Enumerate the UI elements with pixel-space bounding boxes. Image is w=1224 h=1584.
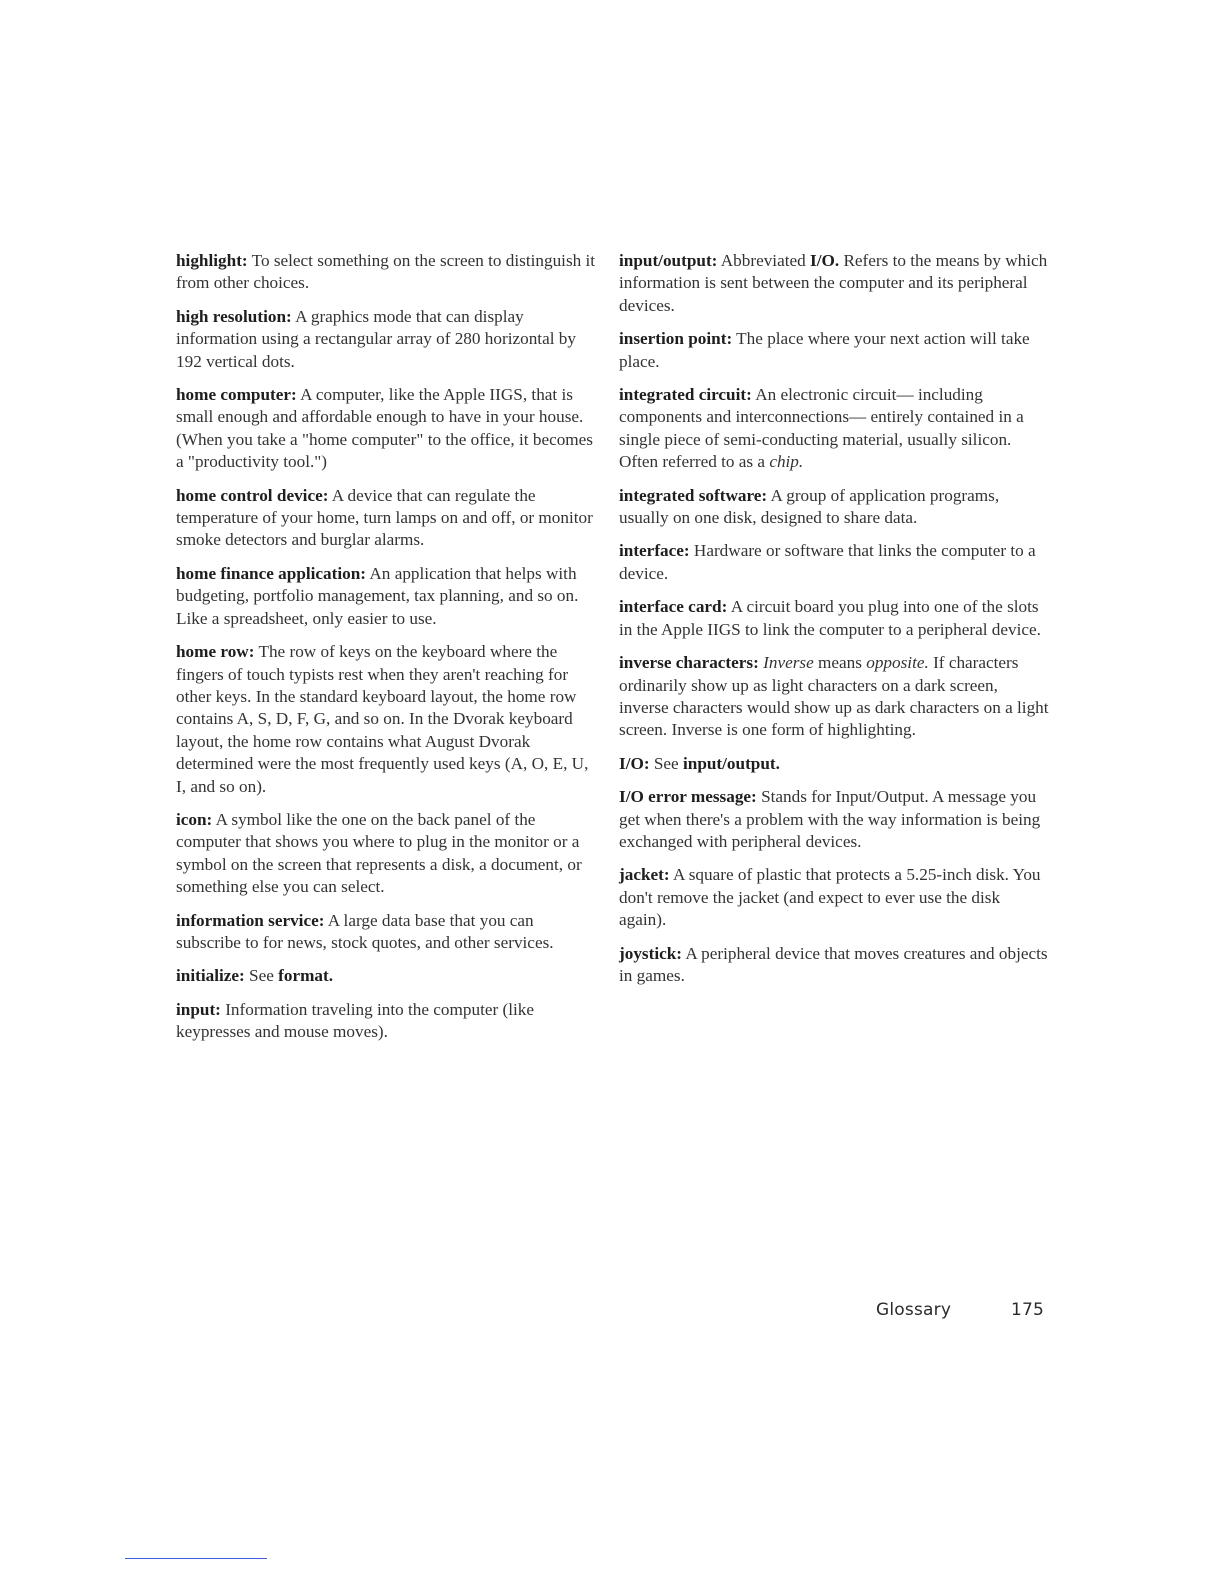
- glossary-definition: A large data base that you can subscribe to for news, stock quotes, and other services.: [176, 910, 554, 952]
- glossary-definition: A device that can regulate the temperature of your home, turn lamps on and off, or monitor smoke detectors and burglar alarms.: [176, 485, 593, 550]
- glossary-entry-home-finance-application: [176, 563, 601, 630]
- glossary-entry-high-resolution: [176, 306, 601, 373]
- glossary-term: highlight:: [176, 251, 248, 270]
- glossary-definition: A graphics mode that can display information using a rectangular array of 280 horizontal by 192 vertical dots.: [176, 306, 576, 371]
- glossary-definition: A circuit board you plug into one of the slots in the Apple IIGS to link the computer to a peripheral device.: [619, 597, 1041, 639]
- glossary-term: home control device:: [176, 485, 329, 505]
- cross-reference: input/output.: [682, 753, 780, 773]
- definition-part: If characters ordinarily show up as light characters on a dark screen, inverse characters would show up as dark characters on a light screen. Inverse is one form of highlighting.: [619, 653, 1049, 740]
- glossary-definition: A group of application programs, usually on one disk, designed to share data.: [619, 485, 1000, 528]
- glossary-entry-io: [619, 753, 1049, 775]
- glossary-definition: A square of plastic that protects a 5.25-inch disk. You don't remove the jacket (and expect to ever use the disk again).: [619, 865, 1041, 930]
- glossary-entry-input-output: [619, 250, 1049, 317]
- glossary-entry-home-computer: [176, 384, 601, 474]
- glossary-definition: A peripheral device that moves creatures and objects in games.: [619, 943, 1048, 985]
- italic-term: chip.: [769, 452, 804, 472]
- glossary-term: initialize:: [176, 966, 245, 986]
- glossary-entry-integrated-software: [619, 485, 1049, 530]
- glossary-term: interface:: [619, 541, 690, 561]
- see-label: See: [653, 753, 679, 773]
- glossary-entry-initialize: [176, 965, 601, 987]
- page-footer: [876, 1300, 1044, 1320]
- glossary-entry-integrated-circuit: [619, 384, 1049, 474]
- glossary-definition: The place where your next action will take place.: [619, 329, 1030, 371]
- glossary-term: interface card:: [619, 597, 728, 617]
- italic-term: Inverse: [763, 653, 814, 673]
- glossary-definition: A symbol like the one on the back panel of the computer that shows you where to plug in the monitor or a symbol on the screen that represents a disk, a document, or something else you can select.: [176, 809, 582, 897]
- glossary-term: high resolution:: [176, 306, 292, 326]
- glossary-term: insertion point:: [619, 329, 733, 349]
- glossary-right-column: [619, 250, 1049, 998]
- glossary-term: home finance application:: [176, 563, 367, 583]
- glossary-entry-input: [176, 999, 601, 1044]
- glossary-term: integrated software:: [619, 485, 768, 505]
- glossary-entry-interface-card: [619, 596, 1049, 641]
- abbreviation: I/O.: [810, 251, 840, 270]
- glossary-term: information service:: [176, 910, 325, 930]
- glossary-term: input:: [176, 999, 221, 1019]
- glossary-entry-highlight: [176, 250, 601, 295]
- glossary-entry-joystick: [619, 943, 1049, 988]
- definition-part: Abbreviated: [720, 251, 806, 270]
- glossary-term: I/O error message:: [619, 787, 757, 807]
- glossary-term: integrated circuit:: [619, 385, 752, 405]
- glossary-definition: The row of keys on the keyboard where the fingers of touch typists rest when they aren't reaching for other keys. In the standard keyboard layout, the home row contains A, S, D, F, G, and so on. In the Dvorak keyboard layout, the home row contains what August Dvorak determined were the most frequently used keys (A, O, E, U, I, and so on).: [176, 642, 589, 796]
- corner-divider-line: [125, 1558, 267, 1559]
- glossary-entry-home-control-device: [176, 485, 601, 552]
- glossary-term: I/O:: [619, 753, 650, 773]
- glossary-definition: An application that helps with budgeting, portfolio management, tax planning, and so on. Like a spreadsheet, only easier to use.: [176, 563, 579, 628]
- glossary-entry-icon: [176, 809, 601, 899]
- italic-term: opposite.: [866, 653, 929, 673]
- glossary-definition: To select something on the screen to distinguish it from other choices.: [176, 251, 596, 293]
- footer-section-title: Glossary: [876, 1300, 952, 1320]
- glossary-definition: A computer, like the Apple IIGS, that is small enough and affordable enough to have in your house. (When you take a "home computer" to the office, it becomes a "productivity tool."): [176, 385, 593, 472]
- glossary-term: icon:: [176, 809, 213, 829]
- glossary-entry-insertion-point: [619, 328, 1049, 373]
- glossary-term: inverse characters:: [619, 653, 759, 673]
- glossary-term: home computer:: [176, 385, 297, 405]
- glossary-term: home row:: [176, 642, 255, 662]
- glossary-left-column: [176, 250, 601, 1055]
- page-number: 175: [1011, 1300, 1045, 1320]
- glossary-definition: Hardware or software that links the computer to a device.: [619, 541, 1036, 583]
- glossary-term: jacket:: [619, 865, 670, 885]
- cross-reference: format.: [278, 966, 334, 986]
- glossary-definition: Information traveling into the computer (like keypresses and mouse moves).: [176, 999, 535, 1042]
- glossary-entry-interface: [619, 540, 1049, 585]
- see-label: See: [249, 966, 274, 986]
- glossary-entry-jacket: [619, 864, 1049, 931]
- glossary-entry-information-service: [176, 910, 601, 955]
- glossary-entry-home-row: [176, 641, 601, 798]
- glossary-term: joystick:: [619, 943, 683, 963]
- glossary-term: input/output:: [619, 251, 718, 270]
- definition-part: Refers to the means by which information is sent between the computer and its peripheral devices.: [619, 251, 1048, 315]
- definition-part: An electronic circuit— including components and interconnections— entirely contained in a single piece of semi-conducting material, usually silicon. Often referred to as a: [619, 385, 1024, 472]
- glossary-entry-io-error-message: [619, 786, 1049, 853]
- glossary-definition: Stands for Input/Output. A message you get when there's a problem with the way information is being exchanged with peripheral devices.: [619, 787, 1041, 851]
- definition-part: means: [818, 653, 862, 673]
- glossary-entry-inverse-characters: [619, 652, 1049, 742]
